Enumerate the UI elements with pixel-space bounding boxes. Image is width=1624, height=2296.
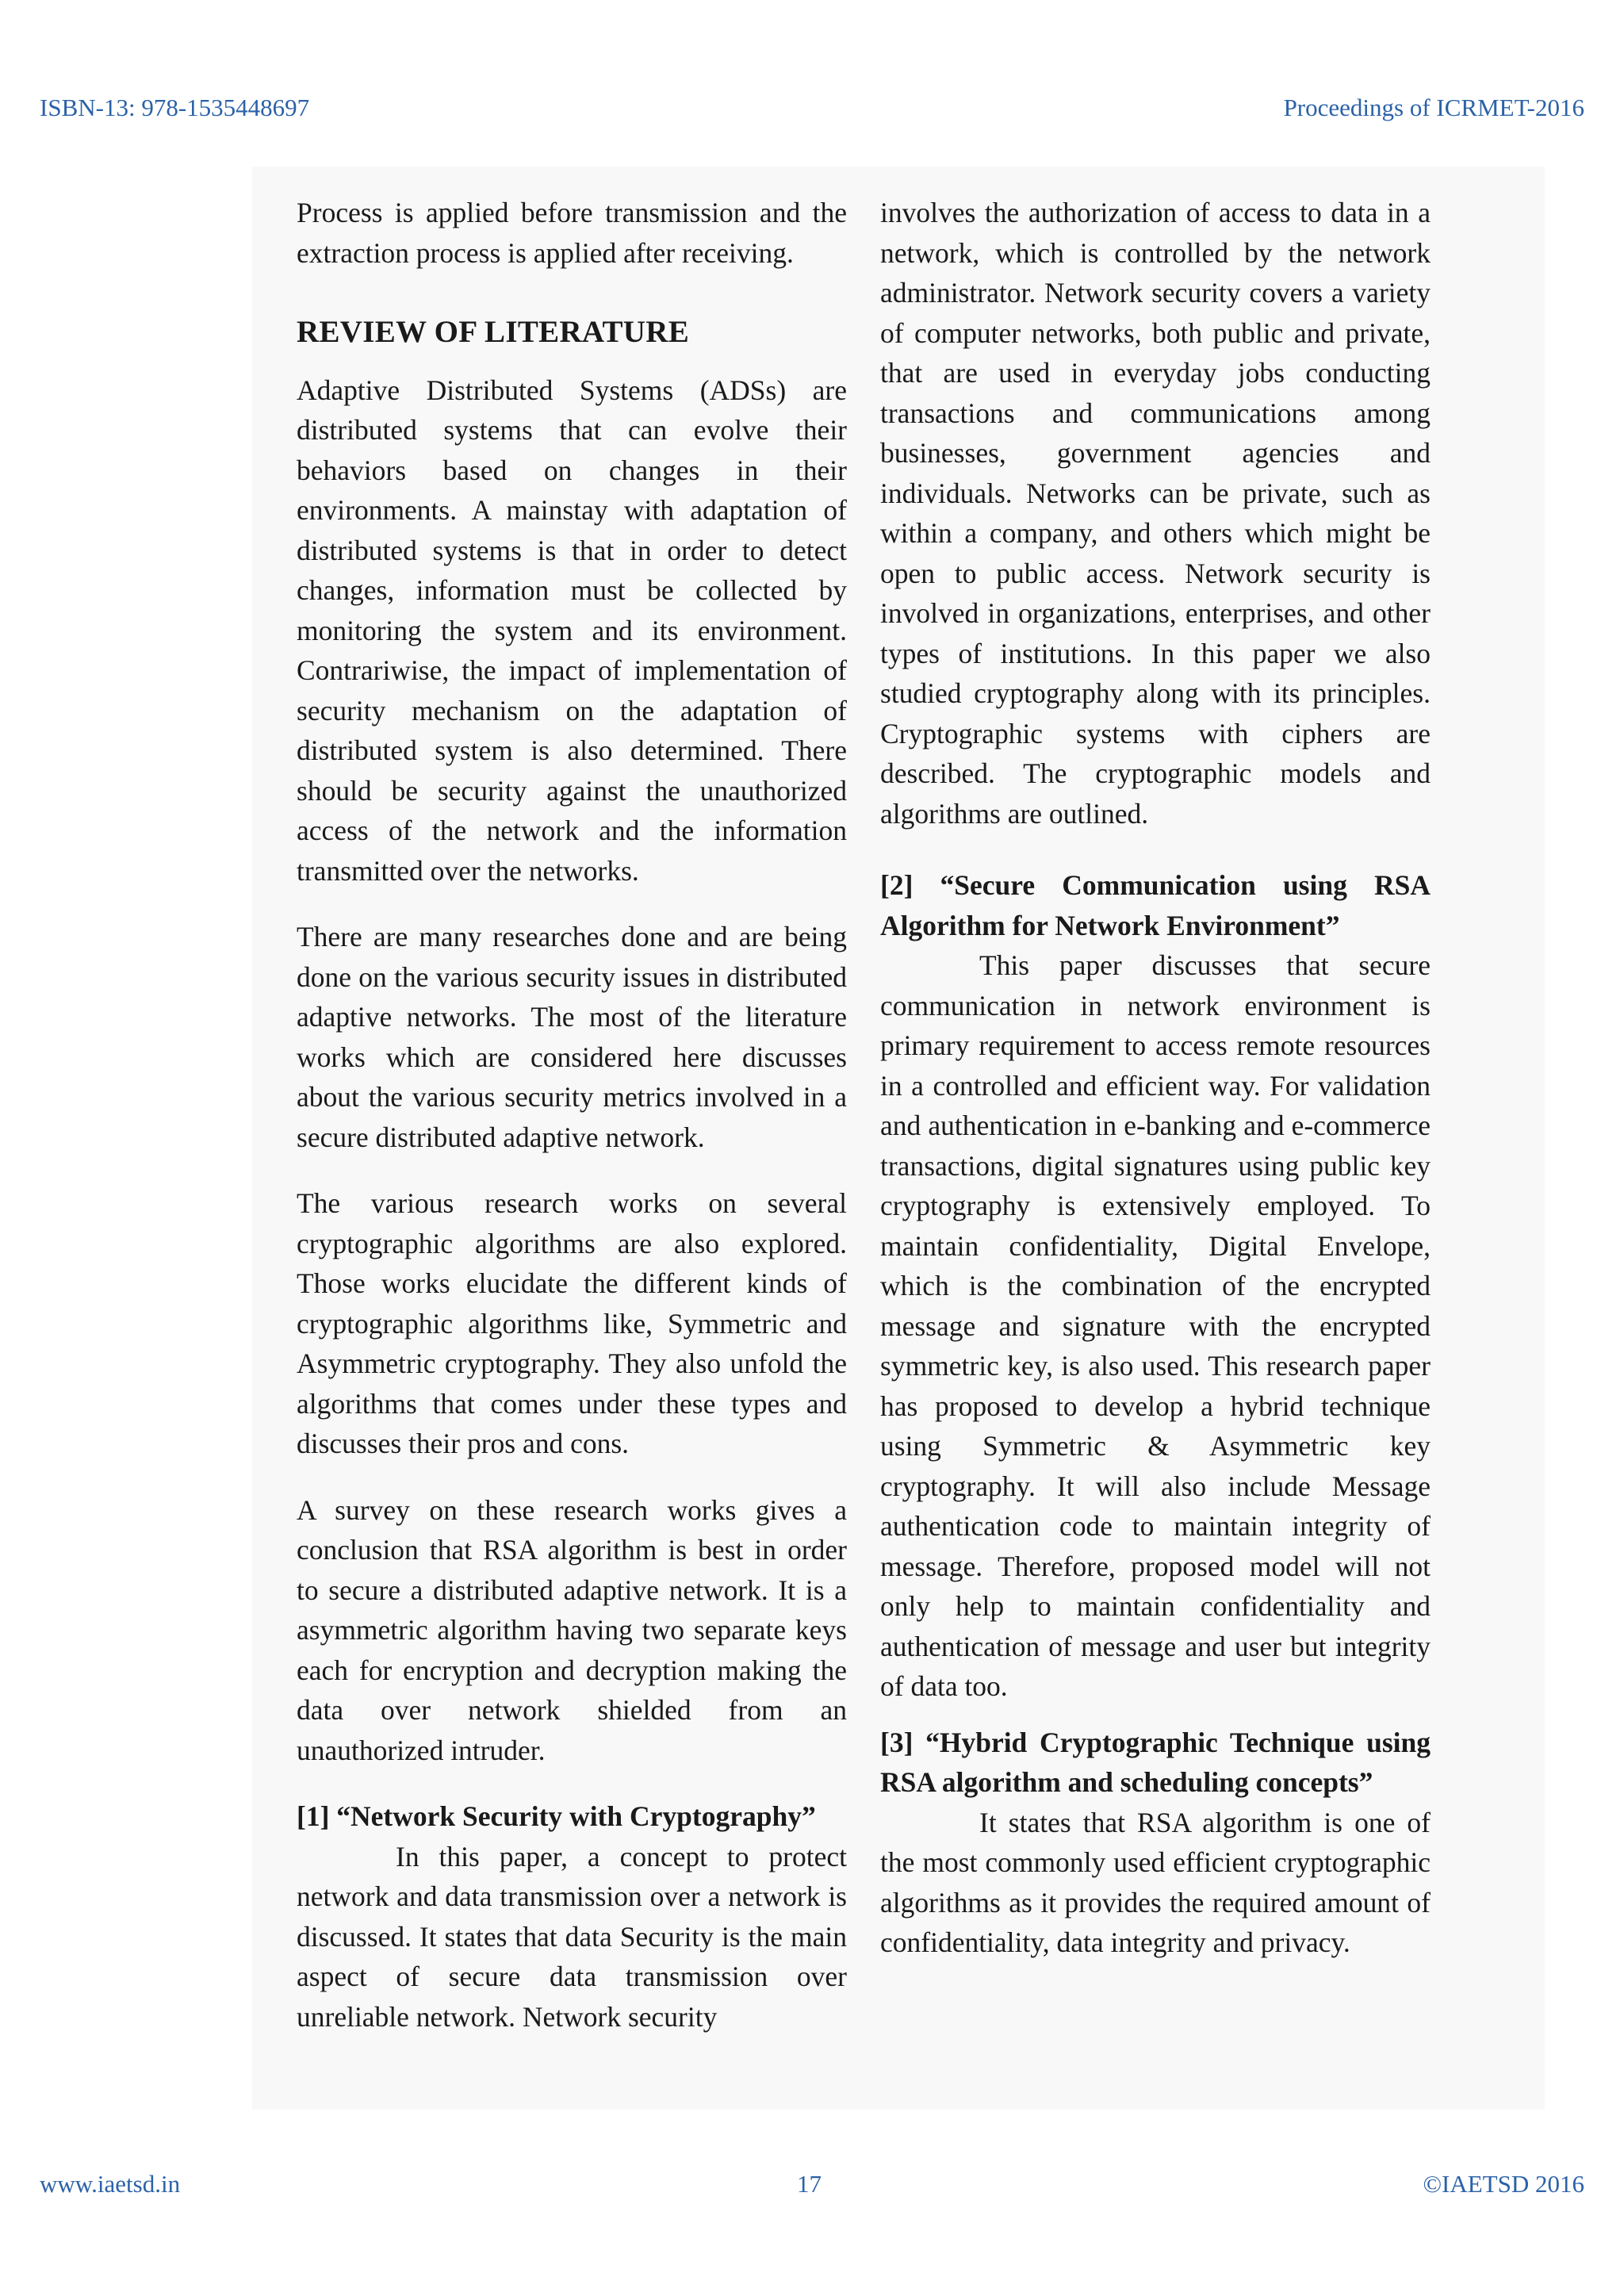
literature-paragraph-4: A survey on these research works gives a conclusion that RSA algorithm is best in order to secure a distributed adaptive network. It is a asymmetric algorithm having two separate keys each for encryption and decryption making the data over network shielded from an unauthorized intruder. [297, 1493, 847, 1766]
continued-paragraph: involves the authorization of access to data in a network, which is controlled by the network administrator. Network security covers a variety of computer networks, both public and private, that are used in everyday jobs conducting transactions and communications among businesses, government agencies and individuals. Networks can be private, such as within a company, and others which might be open to public access. Network security is involved in organizations, enterprises, and other types of institutions. In this paper we also studied cryptography along with its principles. Cryptographic systems with ciphers are described. The cryptographic models and algorithms are outlined. [880, 197, 1431, 830]
reference-1-body: In this paper, a concept to protect network and data transmission over a network is discussed. It states that data Security is the main aspect of secure data transmission over unreliable network. Network security [297, 1840, 847, 2033]
reference-1-title: [1] “Network Security with Cryptography” [297, 1800, 816, 1832]
literature-paragraph-3: The various research works on several cryptographic algorithms are also explored. Those works elucidate the different kinds of cryptographic algorithms like, Symmetric and Asymmetric cryptography. They also unfold the algorithms that comes under these types and discusses their pros and cons. [297, 1187, 847, 1459]
right-column [880, 193, 1431, 1963]
left-column [297, 193, 847, 2037]
page-number: 17 [797, 2170, 822, 2198]
isbn-header: ISBN-13: 978-1535448697 [40, 94, 310, 121]
reference-3-title: [3] “Hybrid Cryptographic Technique using RSA algorithm and scheduling concepts” [880, 1726, 1431, 1798]
proceedings-header: Proceedings of ICRMET-2016 [1283, 94, 1584, 121]
literature-paragraph-1: Adaptive Distributed Systems (ADSs) are distributed systems that can evolve their behaviors based on changes in their environments. A mainstay with adaptation of distributed systems is that in order to detect changes, information must be collected by monitoring the system and its environment. Contrariwise, the impact of implementation of security mechanism on the adaptation of distributed system is also determined. There should be security against the unauthorized access of the network and the information transmitted over the networks. [297, 374, 847, 887]
section-heading: REVIEW OF LITERATURE [297, 315, 690, 349]
copyright-footer: ©IAETSD 2016 [1423, 2170, 1584, 2198]
intro-paragraph: Process is applied before transmission and the extraction process is applied after receiving. [297, 197, 847, 269]
website-footer: www.iaetsd.in [40, 2170, 181, 2198]
reference-2-title: [2] “Secure Communication using RSA Algorithm for Network Environment” [880, 869, 1431, 941]
literature-paragraph-2: There are many researches done and are being done on the various security issues in distributed adaptive networks. The most of the literature works which are considered here discusses about the various security metrics involved in a secure distributed adaptive network. [297, 921, 847, 1153]
reference-3-body: It states that RSA algorithm is one of the most commonly used efficient cryptographic algorithms as it provides the required amount of confidentiality, data integrity and privacy. [880, 1806, 1431, 1958]
reference-2-body: This paper discusses that secure communication in network environment is primary requirement to access remote resources in a controlled and efficient way. For validation and authentication in e-banking and e-commerce transactions, digital signatures using public key cryptography is extensively employed. To maintain confidentiality, Digital Envelope, which is the combination of the encrypted message and signature with the encrypted symmetric key, is also used. This research paper has proposed to develop a hybrid technique using Symmetric & Asymmetric key cryptography. It will also include Message authentication code to maintain integrity of message. Therefore, proposed model will not only help to maintain confidentiality and authentication of message and user but integrity of data too. [880, 949, 1431, 1702]
